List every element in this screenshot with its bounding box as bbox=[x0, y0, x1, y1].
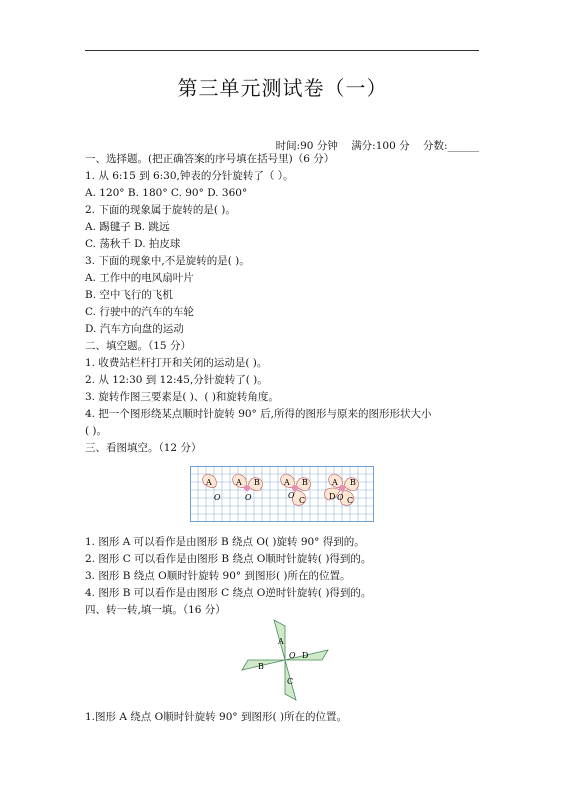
shape-label: A bbox=[278, 637, 284, 646]
shape-group-3 bbox=[281, 474, 311, 505]
shape-label: A bbox=[332, 478, 338, 487]
shape-label: A bbox=[236, 478, 242, 487]
shape-label: D bbox=[302, 651, 309, 660]
pinwheel-svg bbox=[240, 618, 330, 702]
page-title: 第三单元测试卷（一） bbox=[177, 76, 388, 100]
time-limit: 时间:90 分钟 bbox=[275, 140, 338, 152]
option-line: C. 荡秋千 D. 拍皮球 bbox=[85, 238, 181, 250]
option-line: D. 汽车方向盘的运动 bbox=[85, 323, 184, 335]
question-line: 1. 图形 A 可以看作是由图形 B 绕点 O( )旋转 90° 得到的。 bbox=[85, 536, 365, 548]
option-line: C. 行驶中的汽车的车轮 bbox=[85, 306, 194, 318]
shape-label: B bbox=[258, 662, 264, 671]
question-line: 2. 从 12:30 到 12:45,分针旋转了( )。 bbox=[85, 374, 268, 386]
question-line: 1.图形 A 绕点 O顺时针旋转 90° 到图形( )所在的位置。 bbox=[85, 711, 348, 723]
question-line: 3. 下面的现象中,不是旋转的是( )。 bbox=[85, 255, 250, 267]
rotation-center-mark bbox=[339, 485, 345, 491]
shape-label: D bbox=[329, 492, 336, 501]
shape-label: B bbox=[350, 478, 356, 487]
center-label: O bbox=[337, 493, 344, 502]
question-line: ( )。 bbox=[85, 425, 108, 437]
full-score: 满分:100 分 bbox=[351, 140, 410, 152]
shape-label: A bbox=[284, 478, 290, 487]
option-line: A. 踢毽子 B. 跳远 bbox=[85, 221, 170, 233]
exam-meta bbox=[266, 138, 479, 153]
shape-group-4 bbox=[324, 474, 358, 505]
center-label: O bbox=[289, 651, 296, 660]
section-heading: 三、看图填空。（12 分） bbox=[85, 442, 202, 454]
shape-label: C bbox=[287, 677, 294, 686]
pinwheel-figure bbox=[240, 618, 330, 706]
shape-label: A bbox=[206, 478, 212, 487]
section-heading: 四、转一转,填一填。（16 分） bbox=[85, 604, 226, 616]
question-line: 3. 图形 B 绕点 O顺时针旋转 90° 到图形( )所在的位置。 bbox=[85, 570, 351, 582]
question-line: 1. 收费站栏杆打开和关闭的运动是( )。 bbox=[85, 357, 268, 369]
rotation-grid-figure bbox=[190, 466, 374, 526]
question-line: 1. 从 6:15 到 6:30,钟表的分针旋转了（ ）。 bbox=[85, 170, 294, 182]
option-line: B. 空中飞行的飞机 bbox=[85, 289, 173, 301]
center-label: O bbox=[245, 493, 252, 502]
section-heading: 一、选择题。(把正确答案的序号填在括号里)（6 分） bbox=[85, 153, 335, 165]
shape-label: B bbox=[302, 478, 308, 487]
shape-label: B bbox=[254, 478, 260, 487]
option-line: A. 工作中的电风扇叶片 bbox=[85, 272, 194, 284]
grid-svg bbox=[190, 466, 374, 522]
center-label: O bbox=[214, 493, 221, 502]
score-field: 分数:______ bbox=[422, 140, 479, 152]
question-line: 2. 图形 C 可以看作是由图形 B 绕点 O顺时针旋转( )得到的。 bbox=[85, 553, 372, 565]
question-line: 3. 旋转作图三要素是( )、( )和旋转角度。 bbox=[85, 391, 279, 403]
header-rule bbox=[85, 50, 479, 51]
question-line: 2. 下面的现象属于旋转的是( )。 bbox=[85, 204, 236, 216]
option-line: A. 120° B. 180° C. 90° D. 360° bbox=[85, 187, 248, 199]
shape-label: C bbox=[347, 496, 354, 505]
center-label: O bbox=[288, 491, 295, 500]
rotation-center-mark bbox=[244, 485, 250, 491]
question-line: 4. 把一个图形绕某点顺时针旋转 90° 后,所得的图形与原来的图形形状大小 bbox=[85, 408, 432, 420]
section-heading: 二、填空题。（15 分） bbox=[85, 340, 191, 352]
shape-label: C bbox=[299, 496, 306, 505]
question-line: 4. 图形 B 可以看作是由图形 C 绕点 O逆时针旋转( )得到的。 bbox=[85, 587, 372, 599]
